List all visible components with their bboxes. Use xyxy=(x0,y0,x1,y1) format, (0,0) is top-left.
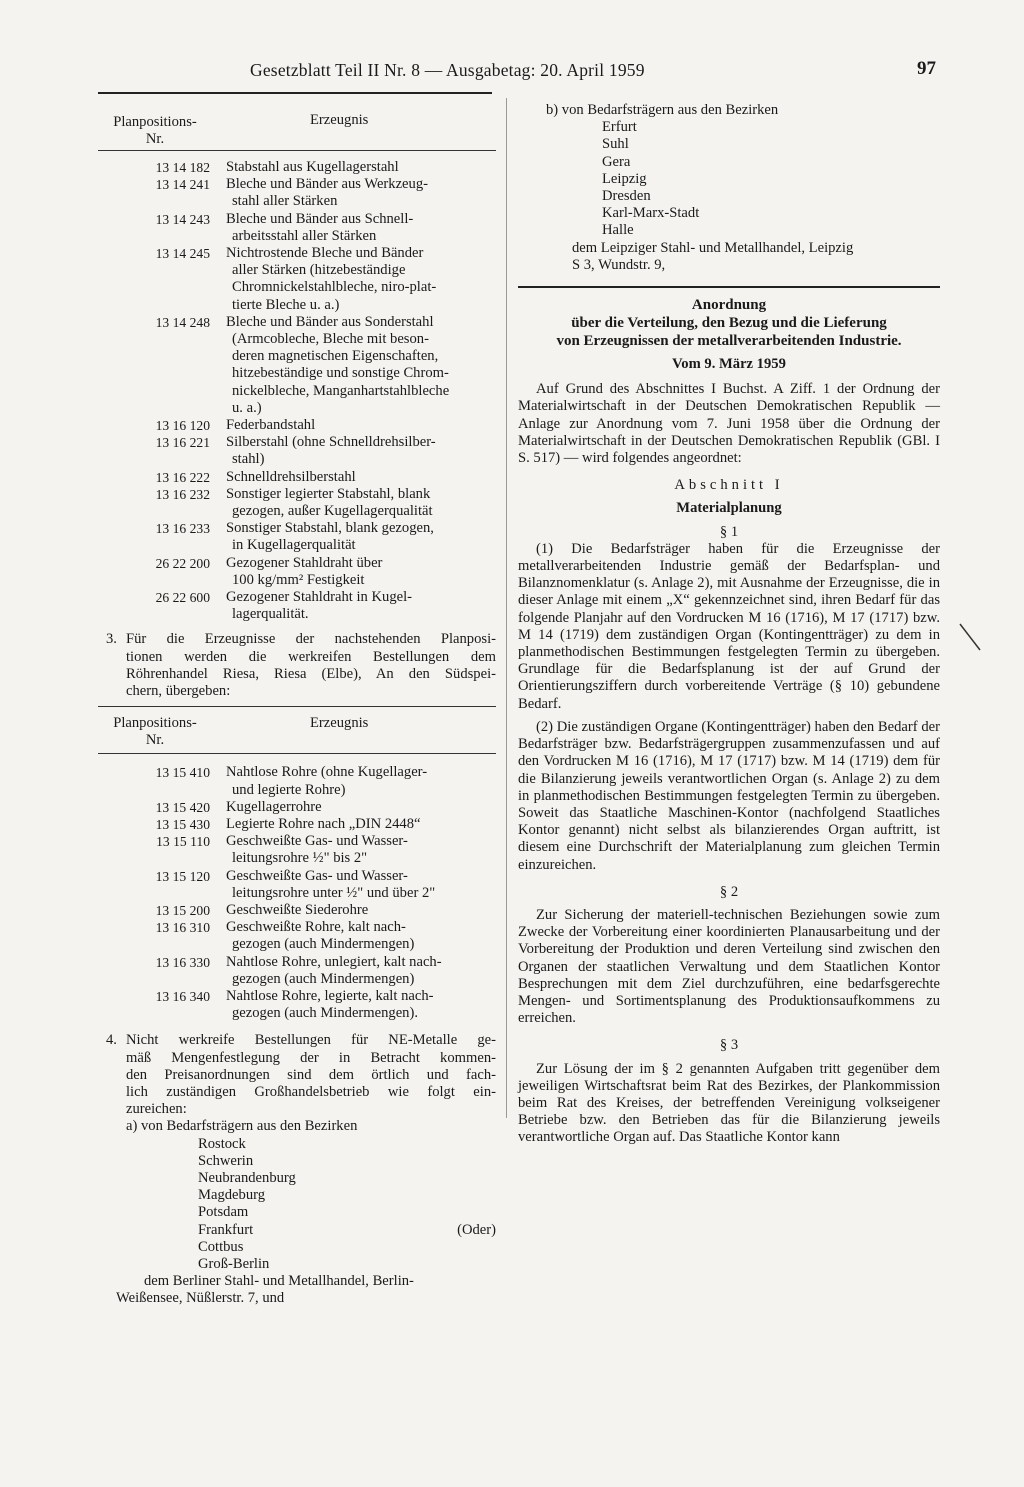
item-4b-recipient-line1: dem Leipziger Stahl- und Metallhandel, Leipzig xyxy=(572,239,854,256)
table2-planposition-number: 13 15 120 xyxy=(155,868,210,884)
table1-col1-line2: Nr. xyxy=(145,131,165,147)
table1-row xyxy=(98,589,496,623)
table1-header xyxy=(98,100,496,151)
table2-product-line: und legierte Rohre) xyxy=(232,781,346,798)
table2-planposition-number: 13 16 310 xyxy=(155,920,210,936)
table1-col-erzeugnis: Erzeugnis xyxy=(310,112,369,128)
item-4a xyxy=(98,1118,496,1307)
item-3-line: tionen werden die werkreifen Bestellungen dem xyxy=(126,648,496,665)
table2-body xyxy=(98,764,496,1022)
table1-row xyxy=(98,211,496,245)
table1-product xyxy=(218,469,496,486)
district-name: Groß-Berlin xyxy=(198,1255,270,1272)
table1-product xyxy=(218,314,496,417)
table1-product-line: Nichtrostende Bleche und Bänder xyxy=(226,245,424,262)
table2-col-erzeugnis: Erzeugnis xyxy=(310,715,369,732)
item-4a-places xyxy=(126,1136,496,1274)
table2-row xyxy=(98,799,496,816)
table1-product-line: 100 kg/mm² Festigkeit xyxy=(232,571,365,588)
district-name: Dresden xyxy=(602,188,651,205)
item-3-line: Röhrenhandel Riesa, Riesa (Elbe), An den Südspei- xyxy=(126,665,496,682)
paragraph-3-heading: § 3 xyxy=(719,1037,739,1054)
table2-row xyxy=(98,902,496,919)
district-name: Gera xyxy=(602,153,631,170)
table1-planposition-number: 13 14 182 xyxy=(155,160,210,175)
item-4 xyxy=(98,1032,496,1118)
district-name: Neubrandenburg xyxy=(198,1169,296,1186)
table1-product-line: tierte Bleche u. a.) xyxy=(232,296,340,313)
table1-row xyxy=(98,555,496,589)
table1-product-line: hitzebeständige und sonstige Chrom- xyxy=(232,365,449,382)
item-4a-intro: a) von Bedarfsträgern aus den Bezirken xyxy=(126,1118,358,1135)
right-column xyxy=(518,102,940,1147)
table2-planposition-number: 13 15 420 xyxy=(155,799,210,815)
table2-planposition-number: 13 15 110 xyxy=(156,834,210,850)
item-4b-places xyxy=(546,119,940,239)
table1-row xyxy=(98,314,496,417)
item-4-line: mäß Mengenfestlegung der in Betracht kommen- xyxy=(126,1049,496,1066)
item-4-text xyxy=(122,1032,496,1118)
table2-product-line: Geschweißte Gas- und Wasser- xyxy=(226,867,408,884)
table2-row xyxy=(98,954,496,988)
district-name: Suhl xyxy=(602,136,629,153)
table2-product-line: Nahtlose Rohre (ohne Kugellager- xyxy=(226,764,428,781)
table1-product-line: Stabstahl aus Kugellagerstahl xyxy=(226,159,399,175)
item-4-line: den Preisanordnungen sind dem örtlich und fach- xyxy=(126,1066,496,1083)
table1-row xyxy=(98,245,496,314)
district-name: Leipzig xyxy=(602,170,647,187)
table1-col-planposition xyxy=(100,114,210,148)
item-3-line: Für die Erzeugnisse der nachstehenden Planposi- xyxy=(126,631,496,648)
table2-product xyxy=(218,902,496,919)
left-column xyxy=(98,100,496,1308)
page-header xyxy=(98,58,938,88)
table2-row xyxy=(98,764,496,798)
header-rule xyxy=(98,92,492,94)
table2-product xyxy=(218,816,496,833)
district-name: Potsdam xyxy=(198,1204,249,1221)
table1-planposition-number: 26 22 600 xyxy=(155,590,210,606)
table2-product-line: gezogen (auch Mindermengen). xyxy=(232,1005,418,1022)
table2-product-line: leitungsrohre ½" bis 2" xyxy=(232,850,368,867)
table2-row xyxy=(98,833,496,867)
table1-product xyxy=(218,486,496,520)
margin-mark xyxy=(958,622,982,652)
table1-planposition-number: 13 14 248 xyxy=(155,314,210,330)
table2-planposition-number: 13 15 430 xyxy=(155,816,210,832)
table2-product-line: gezogen (auch Mindermengen) xyxy=(232,970,415,987)
table2-col-planposition xyxy=(100,715,210,749)
paragraph-1-subsection-1: (1) Die Bedarfsträger haben für die Erzeugnisse der metallverarbeitenden Industrie gemäß der Bedarfsplan- und Bilanznomenklatur (s. Anlage 2), mit Ausnahme der Erzeugnisse, die in dieser Anlage mit einem „X“ gekennzeichnet sind, ihren Bedarf für das folgende Planjahr auf den Vordrucken M 16 (1716), M 17 (1717) bzw. M 14 (1719) dem zuständigen Organ (Kontingentträger) zu dem in planmethodischen Bestimmungen festgelegten Termin zu übergeben. Grundlage für die Bedarfsplanung ist der auf Grund der Orientierungsziffern durch vorbereitende Verträge (§ 10) gebundene Bedarf. xyxy=(518,540,940,712)
table1-planposition-number: 13 16 232 xyxy=(155,486,210,502)
ordinance-title-line2: über die Verteilung, den Bezug und die Lieferung xyxy=(571,315,887,332)
table2-col1-line1: Planpositions- xyxy=(113,715,197,732)
table2-row xyxy=(98,919,496,953)
table2-product xyxy=(218,799,496,816)
gazette-title: Gesetzblatt Teil II Nr. 8 — Ausgabetag: 20. April 1959 xyxy=(250,60,645,80)
table2-product-line: Kugellagerrohre xyxy=(226,798,322,815)
table1-product-line: Bleche und Bänder aus Schnell- xyxy=(226,210,414,227)
item-3-line: chern, übergeben: xyxy=(126,683,231,700)
table2-planposition-number: 13 16 330 xyxy=(155,954,210,970)
district-name: Magdeburg xyxy=(198,1187,266,1204)
district-name: Rostock xyxy=(198,1135,246,1152)
district-name: Karl-Marx-Stadt xyxy=(602,205,700,222)
table2-product-line: Legierte Rohre nach „DIN 2448“ xyxy=(226,815,421,832)
table2-planposition-number: 13 15 410 xyxy=(155,765,210,781)
table1-product-line: nickelbleche, Manganhartstahlbleche xyxy=(232,382,450,399)
table1-planposition-number: 13 14 245 xyxy=(155,246,210,262)
table1-col1-line1: Planpositions- xyxy=(113,114,197,130)
table1-product xyxy=(218,176,496,210)
table2-product xyxy=(218,988,496,1022)
table2-planposition-number: 13 16 340 xyxy=(155,988,210,1004)
paragraph-2-heading: § 2 xyxy=(719,883,739,900)
table1-product xyxy=(218,520,496,554)
table1-product-line: stahl aller Stärken xyxy=(232,193,338,210)
table2-row xyxy=(98,816,496,833)
ordinance-date: Vom 9. März 1959 xyxy=(672,356,786,373)
table2-product xyxy=(218,919,496,953)
table1-product-line: Bleche und Bänder aus Sonderstahl xyxy=(226,313,434,330)
paragraph-2-text: Zur Sicherung der materiell-technischen Beziehungen sowie zum Zwecke der Vorbereitung einer koordinierten Planausarbeitung und der Vorbereitung der Produktion und deren Verteilung sind zwischen den Organen der staatlichen Verwaltung und dem Staatlichen Kontor Besprechungen mit dem Ziel durchzuführen, eine bedarfsgerechte Mengen- und Sortimentsplanung des Produktionsaufkommens zu erreichen. xyxy=(518,906,940,1027)
item-4a-recipient-line2: Weißensee, Nüßlerstr. 7, und xyxy=(116,1290,285,1307)
table1-row xyxy=(98,159,496,176)
table1-row xyxy=(98,469,496,486)
table1-planposition-number: 13 16 221 xyxy=(155,435,210,451)
table1-product-line: Gezogener Stahldraht über xyxy=(226,554,383,571)
district-name: Halle xyxy=(602,222,634,239)
table1-body xyxy=(98,159,496,623)
table1-product xyxy=(218,211,496,245)
section-separator xyxy=(518,286,940,288)
district-name: Schwerin xyxy=(198,1152,254,1169)
ordinance-title-line3: von Erzeugnissen der metallverarbeitenden Industrie. xyxy=(556,333,902,350)
table1-product xyxy=(218,417,496,434)
district-name: Erfurt xyxy=(602,119,637,136)
section-heading: Abschnitt I xyxy=(674,477,784,494)
table1-product-line: Bleche und Bänder aus Werkzeug- xyxy=(226,176,428,193)
item-4-line: Nicht werkreife Bestellungen für NE-Metalle ge- xyxy=(126,1032,496,1049)
item-4b-recipient-line2: S 3, Wundstr. 9, xyxy=(572,256,666,273)
table1-product-line: Sonstiger Stabstahl, blank gezogen, xyxy=(226,520,434,537)
table2-product-line: leitungsrohre unter ½" und über 2" xyxy=(232,884,436,901)
table2-row xyxy=(98,868,496,902)
table1-product-line: arbeitsstahl aller Stärken xyxy=(232,227,377,244)
paragraph-1-subsection-2: (2) Die zuständigen Organe (Kontingentträger) haben den Bedarf der Bedarfsträger bzw. Bedarfsträgergruppen zusammenzufassen und auf den Vordrucken M 16 (1716), M 17 (1717) bzw. M 14 (1719) dem für die Bilanzierung jeweils verantwortlichen Organ (s. Anlage 2) zu dem in planmethodischen Bestimmungen festgelegten Termin zu übergeben. Soweit das Staatliche Maschinen-Kontor (nachfolgend Staatliches Kontor genannt) nicht selbst als bilanzierendes Organ auftritt, ist diesem eine Durchschrift der Materialplanung zum gleichen Termin einzureichen. xyxy=(518,718,940,873)
item-4b-recipient xyxy=(546,240,940,274)
table2-product xyxy=(218,764,496,798)
table2-product-line: Geschweißte Gas- und Wasser- xyxy=(226,833,408,850)
table2-product-line: Geschweißte Rohre, kalt nach- xyxy=(226,919,406,936)
table2-product xyxy=(218,833,496,867)
table1-product-line: stahl) xyxy=(232,451,265,468)
paragraph-1-heading: § 1 xyxy=(719,523,739,540)
ordinance-title-line1: Anordnung xyxy=(691,297,767,314)
table1-product-line: Sonstiger legierter Stabstahl, blank xyxy=(226,485,431,502)
page-number: 97 xyxy=(917,58,936,79)
item-4-line: lich zuständigen Großhandelsbetrieb wie folgt ein- xyxy=(126,1083,496,1100)
table1-product-line: (Armcobleche, Bleche mit beson- xyxy=(232,331,429,348)
item-3-number: 3. xyxy=(106,631,117,648)
table1-planposition-number: 13 16 222 xyxy=(155,469,210,485)
table1-planposition-number: 13 16 120 xyxy=(155,418,210,434)
table1-product xyxy=(218,555,496,589)
table1-row xyxy=(98,176,496,210)
district-name: Frankfurt (Oder) xyxy=(198,1221,496,1238)
table1-product-line: Schnelldrehsilberstahl xyxy=(226,468,356,485)
table1-planposition-number: 13 16 233 xyxy=(155,521,210,537)
table1-planposition-number: 13 14 243 xyxy=(155,211,210,227)
table1-product-line: deren magnetischen Eigenschaften, xyxy=(232,348,439,365)
table1-product-line: u. a.) xyxy=(232,399,262,416)
item-3 xyxy=(98,631,496,700)
table1-product-line: gezogen, außer Kugellagerqualität xyxy=(232,503,433,520)
table2-product xyxy=(218,954,496,988)
item-4-line: zureichen: xyxy=(126,1101,187,1118)
table1-product-line: Federbandstahl xyxy=(226,417,316,434)
column-divider xyxy=(506,98,507,1118)
table2-col1-line2: Nr. xyxy=(145,732,165,749)
table2-row xyxy=(98,988,496,1022)
table2-product-line: Nahtlose Rohre, unlegiert, kalt nach- xyxy=(226,953,442,970)
table1-product xyxy=(218,434,496,468)
table1-row xyxy=(98,417,496,434)
table1-planposition-number: 26 22 200 xyxy=(155,555,210,571)
paragraph-3-text: Zur Lösung der im § 2 genannten Aufgaben tritt gegenüber dem jeweiligen Wirtschaftsrat beim Rat des Bezirkes, der Plankommission beim Rat des Kreises, der betreffenden Vereinigung volkseigener Betriebe bzw. den Betrieben das für die Bilanzierung jeweils verantwortliche Organ auf. Das Staatliche Kontor kann xyxy=(518,1060,940,1146)
table1-product-line: Silberstahl (ohne Schnelldrehsilber- xyxy=(226,434,436,451)
table1-product-line: Gezogener Stahldraht in Kugel- xyxy=(226,589,413,606)
table1-row xyxy=(98,520,496,554)
item-4b-intro: b) von Bedarfsträgern aus den Bezirken xyxy=(546,102,779,118)
table2-product-line: Geschweißte Siederohre xyxy=(226,901,369,918)
item-4-number: 4. xyxy=(106,1032,117,1049)
table1-product-line: in Kugellagerqualität xyxy=(232,537,356,554)
item-4b xyxy=(518,102,940,274)
item-4a-recipient-line1: dem Berliner Stahl- und Metallhandel, Berlin- xyxy=(144,1273,414,1290)
table1-product-line: lagerqualität. xyxy=(232,606,309,623)
table2-planposition-number: 13 15 200 xyxy=(155,902,210,918)
table1-product xyxy=(218,159,496,176)
item-3-text xyxy=(122,631,496,700)
table1-row xyxy=(98,434,496,468)
table1-product xyxy=(218,589,496,623)
table2-product-line: gezogen (auch Mindermengen) xyxy=(232,936,415,953)
section-title: Materialplanung xyxy=(676,500,782,517)
table2-header xyxy=(98,707,496,754)
district-name: Cottbus xyxy=(198,1238,244,1255)
table1-product xyxy=(218,245,496,314)
table2-product-line: Nahtlose Rohre, legierte, kalt nach- xyxy=(226,987,434,1004)
table1-product-line: Chromnickelstahlbleche, niro-plat- xyxy=(232,279,437,296)
ordinance-preamble: Auf Grund des Abschnittes I Buchst. A Ziff. 1 der Ordnung der Materialwirtschaft in der Deutschen Demokratischen Republik — Anlage zur Anordnung vom 7. Juni 1958 über die Ordnung der Materialwirtschaft in der Deutschen Demokratischen Republik (GBl. I S. 517) — wird folgendes angeordnet: xyxy=(518,381,940,467)
table2-product xyxy=(218,868,496,902)
table1-product-line: aller Stärken (hitzebeständige xyxy=(232,262,406,279)
item-4a-recipient xyxy=(126,1273,496,1290)
table1-row xyxy=(98,486,496,520)
ordinance-title xyxy=(518,296,940,350)
table1-planposition-number: 13 14 241 xyxy=(155,177,210,193)
